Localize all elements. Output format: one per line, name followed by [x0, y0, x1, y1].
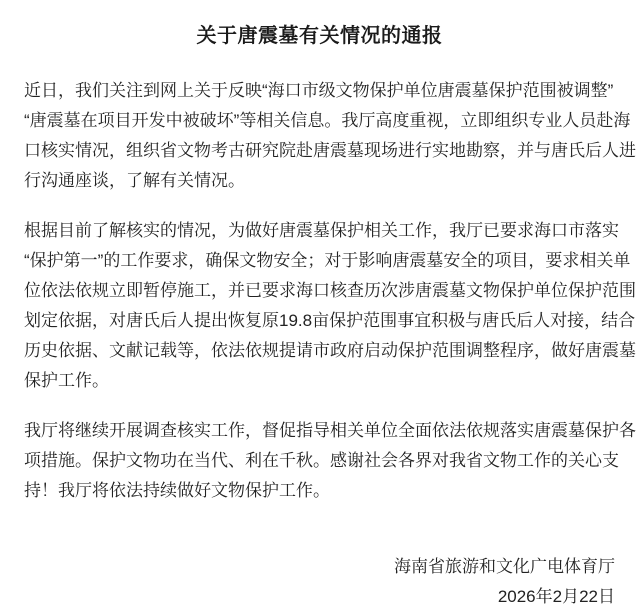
paragraph-1	[24, 76, 636, 196]
notice-title: 关于唐震墓有关情况的通报	[196, 25, 443, 47]
paragraph-2	[24, 216, 636, 396]
text-line: “保护第一”的工作要求，确保文物安全；对于影响唐震墓安全的项目，要求相关单	[24, 251, 631, 270]
text-line: 划定依据，对唐氏后人提出恢复原19.8亩保护范围事宜积极与唐氏后人对接，结合	[24, 311, 636, 330]
text-line: 口核实情况，组织省文物考古研究院赴唐震墓现场进行实地勘察，并与唐氏后人进	[24, 141, 636, 160]
text-line: 根据目前了解核实的情况，为做好唐震墓保护相关工作，我厅已要求海口市落实	[24, 221, 619, 240]
paragraph-3	[24, 416, 636, 506]
text-line: “唐震墓在项目开发中被破坏”等相关信息。我厅高度重视，立即组织专业人员赴海	[24, 111, 631, 130]
text-line: 我厅将继续开展调查核实工作，督促指导相关单位全面依法依规落实唐震墓保护各	[24, 421, 636, 440]
text-line: 位依法依规立即暂停施工，并已要求海口核查历次涉唐震墓文物保护单位保护范围	[24, 281, 636, 300]
text-line: 持！我厅将依法持续做好文物保护工作。	[24, 481, 330, 500]
signature-date: 2026年2月22日	[497, 587, 615, 606]
text-line: 近日，我们关注到网上关于反映“海口市级文物保护单位唐震墓保护范围被调整”	[24, 81, 614, 100]
text-line: 保护工作。	[24, 371, 109, 390]
signature-issuer: 海南省旅游和文化广电体育厅	[394, 557, 615, 576]
signature-block	[24, 552, 615, 612]
text-line: 项措施。保护文物功在当代、利在千秋。感谢社会各界对我省文物工作的关心支	[24, 451, 619, 470]
text-line: 历史依据、文献记载等，依法依规提请市政府启动保护范围调整程序，做好唐震墓	[24, 341, 636, 360]
text-line: 行沟通座谈，了解有关情况。	[24, 171, 245, 190]
